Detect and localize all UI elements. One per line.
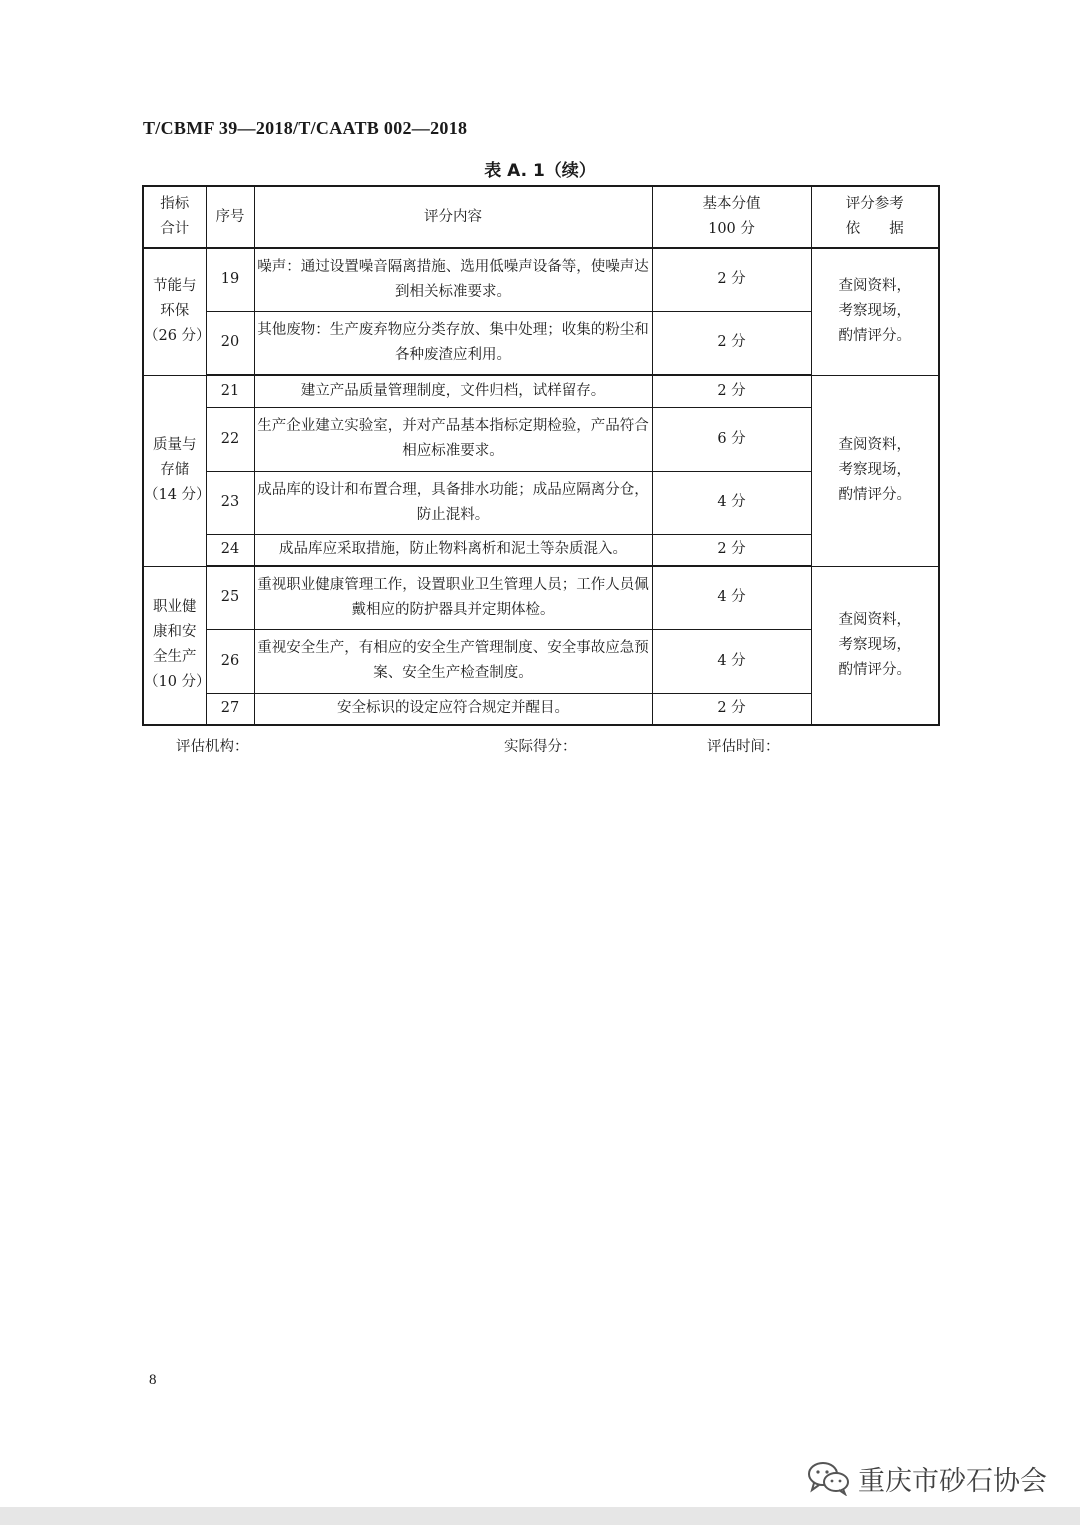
- category-cell: [143, 248, 211, 375]
- content-cell: 建立产品质量管理制度，文件归档，试样留存。: [254, 375, 652, 407]
- score-cell: 4 分: [652, 629, 811, 693]
- category-cell: [143, 566, 211, 725]
- seq-cell: 20: [206, 311, 254, 375]
- category-text: 职业健 康和安 全生产 （10 分）: [144, 599, 211, 691]
- header-seq-text: 序号: [215, 208, 245, 225]
- reference-text: 查阅资料， 考察现场， 酌情评分。: [838, 437, 911, 503]
- reference-text: 查阅资料， 考察现场， 酌情评分。: [838, 611, 911, 678]
- content-cell: 重视安全生产，有相应的安全生产管理制度、安全事故应急预案、安全生产检查制度。: [254, 629, 652, 693]
- header-reference-text: 评分参考 依 据: [845, 196, 904, 237]
- header-score: [652, 186, 811, 248]
- reference-cell: [811, 566, 939, 725]
- seq-cell: 19: [206, 248, 254, 311]
- seq-cell: 25: [206, 566, 254, 629]
- content-cell: 成品库的设计和布置合理，具备排水功能；成品应隔离分仓，防止混料。: [254, 471, 652, 534]
- evaluation-table: [142, 185, 940, 726]
- seq-cell: 26: [206, 629, 254, 693]
- seq-cell: 21: [206, 375, 254, 407]
- header-score-text: 基本分值 100 分: [702, 196, 761, 237]
- agency-label: 评估机构：: [176, 739, 249, 755]
- header-seq: [206, 186, 254, 248]
- header-content-text: 评分内容: [424, 208, 482, 225]
- content-cell: 重视职业健康管理工作，设置职业卫生管理人员；工作人员佩戴相应的防护器具并定期体检。: [254, 566, 652, 629]
- table-row: [143, 375, 939, 407]
- watermark-text: 重庆市砂石协会: [858, 1465, 1047, 1497]
- actual-score-label: 实际得分：: [504, 739, 577, 755]
- evaluation-time-label: 评估时间：: [707, 739, 780, 755]
- header-category: [143, 186, 206, 248]
- seq-cell: 22: [206, 407, 254, 471]
- score-cell: 2 分: [652, 248, 811, 311]
- wechat-icon: [806, 1460, 852, 1496]
- page-number: 8: [149, 1372, 157, 1388]
- score-cell: 6 分: [652, 407, 811, 471]
- table-row: [143, 248, 939, 311]
- seq-cell: 23: [206, 471, 254, 534]
- document-code: T/CBMF 39—2018/T/CAATB 002—2018: [143, 118, 468, 138]
- reference-cell: [811, 375, 939, 566]
- table-header-row: [143, 186, 939, 248]
- content-cell: 安全标识的设定应符合规定并醒目。: [254, 693, 652, 725]
- watermark: [806, 1458, 1047, 1498]
- score-cell: 4 分: [652, 471, 811, 534]
- reference-cell: [811, 248, 939, 375]
- table-title: 表 A. 1（续）: [484, 161, 596, 181]
- score-cell: 2 分: [652, 311, 811, 375]
- seq-cell: 27: [206, 693, 254, 725]
- content-cell: 生产企业建立实验室，并对产品基本指标定期检验，产品符合相应标准要求。: [254, 407, 652, 471]
- score-cell: 2 分: [652, 693, 811, 725]
- category-text: 节能与 环保 （26 分）: [144, 278, 211, 345]
- content-cell: 其他废物：生产废弃物应分类存放、集中处理；收集的粉尘和各种废渣应利用。: [254, 311, 652, 375]
- header-content: [254, 186, 652, 248]
- score-cell: 2 分: [652, 375, 811, 407]
- content-cell: 成品库应采取措施，防止物料离析和泥土等杂质混入。: [254, 534, 652, 566]
- score-cell: 2 分: [652, 534, 811, 566]
- content-cell: 噪声：通过设置噪音隔离措施、选用低噪声设备等，使噪声达到相关标准要求。: [254, 248, 652, 311]
- score-cell: 4 分: [652, 566, 811, 629]
- reference-text: 查阅资料， 考察现场， 酌情评分。: [838, 278, 911, 345]
- category-text: 质量与 存储 （14 分）: [144, 437, 211, 503]
- seq-cell: 24: [206, 534, 254, 566]
- page-bottom-band: [0, 1507, 1080, 1525]
- header-reference: [811, 186, 939, 248]
- table-row: [143, 566, 939, 629]
- header-category-text: 指标 合计: [160, 196, 190, 237]
- category-cell: [143, 375, 211, 566]
